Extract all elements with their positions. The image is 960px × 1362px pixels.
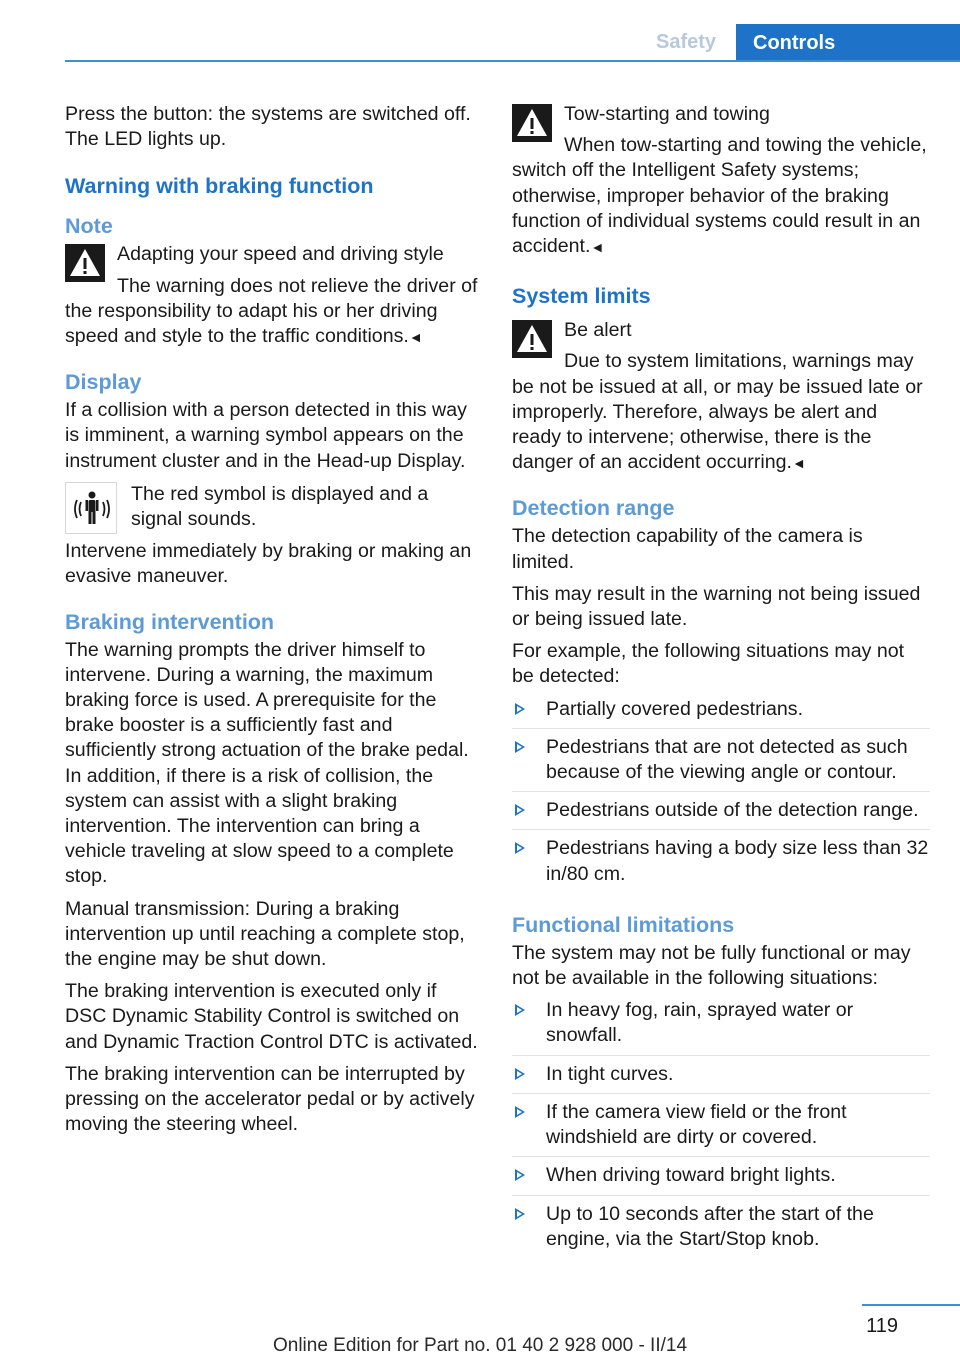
end-mark: ◄ xyxy=(408,329,423,346)
heading-display: Display xyxy=(65,370,142,395)
braking-paragraph-2: Manual transmission: During a braking intervention up until reaching a complete stop, the engine may be shut down. xyxy=(65,897,465,971)
list-item: In heavy fog, rain, sprayed water or snowfall. xyxy=(512,998,930,1055)
warning-title: Tow-starting and towing xyxy=(564,103,770,125)
braking-paragraph-3: The braking intervention is executed only if DSC Dynamic Stability Control is switched on and Dynamic Traction Control DTC is activated. xyxy=(65,980,478,1053)
list-item: Partially covered pedestrians. xyxy=(512,697,930,729)
warning-triangle-icon xyxy=(512,320,552,358)
list-item: When driving toward bright lights. xyxy=(512,1163,930,1195)
warning-be-alert xyxy=(512,318,930,476)
right-column xyxy=(512,102,930,1264)
warning-triangle-icon xyxy=(512,104,552,142)
functional-list xyxy=(512,998,930,1258)
warning-text: When tow-starting and towing the vehicle, switch off the Intelligent Safety systems; otherwise, improper behavior of the braking function of individual systems could result in an accident. xyxy=(512,134,927,258)
header-tab-controls[interactable]: Controls xyxy=(736,24,960,62)
warning-title: Be alert xyxy=(564,319,632,342)
heading-system-limits: System limits xyxy=(512,284,651,309)
list-item: Pedestrians having a body size less than 32 in/80 cm. xyxy=(512,836,930,892)
detection-paragraph-3: For example, the following situations may not be detected: xyxy=(512,640,905,688)
heading-note: Note xyxy=(65,214,113,239)
symbol-block xyxy=(65,482,483,590)
end-mark: ◄ xyxy=(791,455,806,472)
list-item: Up to 10 seconds after the start of the engine, via the Start/Stop knob. xyxy=(512,1202,930,1258)
bullet-triangle-icon xyxy=(515,1068,525,1080)
list-item: Pedestrians that are not detected as such because of the viewing angle or contour. xyxy=(512,735,930,792)
heading-warning-braking: Warning with braking function xyxy=(65,174,374,199)
braking-paragraph-1: The warning prompts the driver himself to intervene. During a warning, the maximum braking force is used. A prerequisite for the brake booster is a sufficiently fast and sufficiently strong actuation of the brake pedal. In addition, if there is a risk of collision, the system can assist with a slight braking intervention. The intervention can bring a vehicle traveling at slow speed to a complete stop. xyxy=(65,638,469,888)
bullet-triangle-icon xyxy=(515,741,525,753)
end-mark: ◄ xyxy=(590,239,605,256)
bullet-triangle-icon xyxy=(515,1106,525,1118)
display-paragraph: If a collision with a person detected in this way is imminent, a warning symbol appears on the instrument cluster and in the Head-up Display. xyxy=(65,399,467,472)
warning-speed-style xyxy=(65,242,483,350)
footer-rule xyxy=(862,1304,960,1306)
list-item: Pedestrians outside of the detection range. xyxy=(512,798,930,830)
bullet-triangle-icon xyxy=(515,804,525,816)
symbol-text-1: The red symbol is displayed and a signal sounds. xyxy=(131,482,429,531)
page-number: 119 xyxy=(866,1315,898,1337)
edition-note: Online Edition for Part no. 01 40 2 928 000 - II/14 xyxy=(272,1335,688,1356)
warning-triangle-icon xyxy=(65,244,105,282)
detection-paragraph-1: The detection capability of the camera is limited. xyxy=(512,525,863,573)
functional-paragraph: The system may not be fully functional or may not be available in the following situations: xyxy=(512,941,911,990)
left-column xyxy=(65,102,483,1145)
heading-functional-limitations: Functional limitations xyxy=(512,912,735,937)
bullet-triangle-icon xyxy=(515,1004,525,1016)
list-item: In tight curves. xyxy=(512,1062,930,1094)
warning-text: The warning does not relieve the driver of the responsibility to adapt his or her driving speed and style to the traffic conditions. xyxy=(65,274,478,348)
detection-paragraph-2: This may result in the warning not being issued or being issued late. xyxy=(512,582,921,631)
bullet-triangle-icon xyxy=(515,842,525,854)
heading-detection-range: Detection range xyxy=(512,496,675,521)
header-rule xyxy=(65,60,960,62)
header-tab-safety[interactable]: Safety xyxy=(655,31,717,53)
warning-title: Adapting your speed and driving style xyxy=(117,243,444,266)
bullet-triangle-icon xyxy=(515,1169,525,1181)
pedestrian-warning-icon xyxy=(65,482,117,534)
symbol-text-2: Intervene immediately by braking or making an evasive maneuver. xyxy=(65,540,472,588)
warning-text: Due to system limitations, warnings may be not be issued at all, or may be issued late or improperly. Therefore, always be alert and ready to intervene; otherwise, there is the danger of an accident occurring. xyxy=(512,350,923,474)
detection-list xyxy=(512,697,930,893)
list-item: If the camera view field or the front windshield are dirty or covered. xyxy=(512,1100,930,1157)
heading-braking-intervention: Braking intervention xyxy=(65,609,275,634)
intro-paragraph: Press the button: the systems are switched off. The LED lights up. xyxy=(65,103,471,151)
warning-towing xyxy=(512,102,930,260)
bullet-triangle-icon xyxy=(515,1208,525,1220)
bullet-triangle-icon xyxy=(515,703,525,715)
braking-paragraph-4: The braking intervention can be interrupted by pressing on the accelerator pedal or by actively moving the steering wheel. xyxy=(65,1062,475,1136)
